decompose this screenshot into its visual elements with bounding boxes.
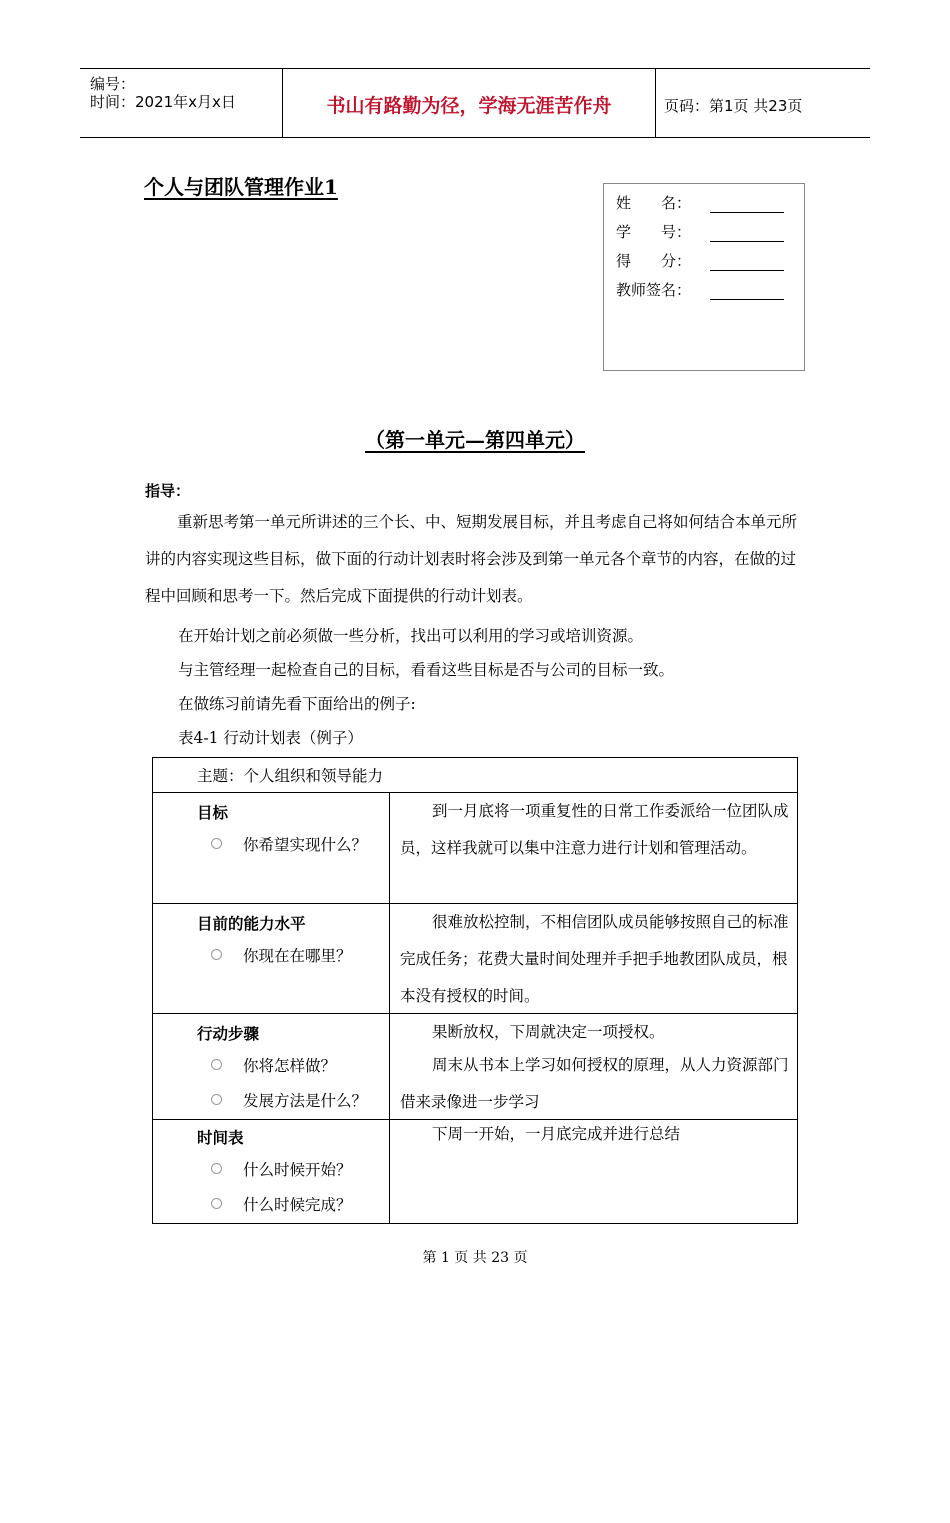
row-answer: 周末从书本上学习如何授权的原理，从人力资源部门借来录像进一步学习 [400, 1056, 789, 1111]
header-meta-cell [80, 69, 283, 137]
student-id-field [616, 221, 696, 243]
paragraph-4: 在做练习前请先看下面给出的例子: [178, 695, 416, 713]
row-answer: 果断放权，下周就决定一项授权。 [432, 1023, 665, 1041]
score-blank[interactable] [710, 270, 784, 271]
paragraph-3: 与主管经理一起检查自己的目标，看看这些目标是否与公司的目标一致。 [178, 661, 675, 679]
student-info-box [603, 183, 805, 371]
table-row-answer-cell [389, 1013, 798, 1120]
action-plan-table [152, 757, 798, 1523]
paragraph-2: 在开始计划之前必须做一些分析，找出可以利用的学习或培训资源。 [178, 627, 644, 645]
circle-bullet-icon [211, 1198, 222, 1209]
guide-label: 指导： [145, 482, 191, 500]
row-question: 发展方法是什么？ [243, 1092, 368, 1110]
table-row-label-cell [152, 1119, 390, 1224]
circle-bullet-icon [211, 1163, 222, 1174]
table-row-answer-cell [389, 1119, 798, 1224]
page-footer: 第 1 页 共 23 页 [422, 1250, 528, 1266]
row-question: 你将怎样做？ [243, 1057, 337, 1075]
table-subject-row [152, 757, 798, 793]
table-row-answer-cell [389, 903, 798, 1014]
paragraph-1: 重新思考第一单元所讲述的三个长、中、短期发展目标，并且考虑自己将如何结合本单元所讲的内容实现这些目标，做下面的行动计划表时将会涉及到第一单元各个章节的内容，在做的过程中回顾和思考一下。然后完成下面提供的行动计划表。 [145, 513, 798, 605]
table-row-label-cell [152, 1013, 390, 1120]
number-label: 编号： [90, 75, 136, 93]
name-field [616, 192, 696, 214]
table-subject: 主题：个人组织和领导能力 [197, 767, 384, 785]
score-label: 得 分： [616, 252, 692, 270]
document-title: 个人与团队管理作业1 [144, 175, 338, 199]
row-answer: 下周一开始，一月底完成并进行总结 [432, 1125, 681, 1143]
header-motto-cell [283, 69, 656, 137]
table-caption: 表4-1 行动计划表（例子） [178, 729, 363, 747]
page-info: 页码：第1页 共23页 [664, 97, 803, 115]
name-blank[interactable] [710, 212, 784, 213]
row-question: 什么时候开始？ [243, 1161, 352, 1179]
unit-title [0, 424, 950, 453]
row-question: 你现在在哪里？ [243, 947, 352, 965]
circle-bullet-icon [211, 1059, 222, 1070]
circle-bullet-icon [211, 1094, 222, 1105]
student-id-label: 学 号： [616, 223, 692, 241]
row-question: 什么时候完成？ [243, 1196, 352, 1214]
row-label-current-level: 目前的能力水平 [197, 915, 306, 933]
time-label: 时间：2021年x月x日 [90, 93, 236, 111]
table-row-label-cell [152, 792, 390, 904]
teacher-signature-field [616, 279, 696, 301]
row-label-goal: 目标 [197, 804, 229, 822]
header-page-cell [656, 69, 870, 137]
row-label-action-steps: 行动步骤 [197, 1025, 260, 1043]
circle-bullet-icon [211, 838, 222, 849]
row-label-schedule: 时间表 [197, 1129, 244, 1147]
student-id-blank[interactable] [710, 241, 784, 242]
circle-bullet-icon [211, 949, 222, 960]
unit-title-text: （第一单元—第四单元） [365, 428, 585, 452]
score-field [616, 250, 696, 272]
page-header [80, 68, 870, 138]
row-answer: 很难放松控制，不相信团队成员能够按照自己的标准完成任务；花费大量时间处理并手把手地教团队成员，根本没有授权的时间。 [400, 913, 789, 1005]
row-answer: 到一月底将一项重复性的日常工作委派给一位团队成员，这样我就可以集中注意力进行计划和管理活动。 [400, 802, 789, 857]
table-row-label-cell [152, 903, 390, 1014]
teacher-signature-blank[interactable] [710, 299, 784, 300]
row-question: 你希望实现什么？ [243, 836, 368, 854]
table-row-answer-cell [389, 792, 798, 904]
teacher-signature-label: 教师签名： [616, 281, 692, 299]
motto: 书山有路勤为径，学海无涯苦作舟 [326, 95, 612, 117]
name-label: 姓 名： [616, 194, 692, 212]
